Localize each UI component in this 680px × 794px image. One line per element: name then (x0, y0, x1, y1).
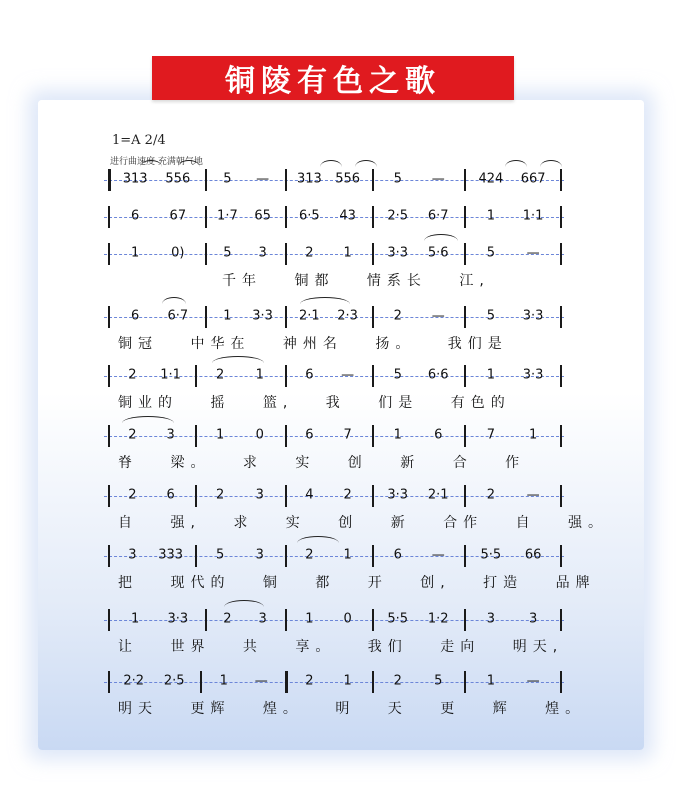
note: 6 (166, 487, 175, 503)
note: 2·1 (299, 308, 320, 324)
note: 7 (486, 427, 496, 443)
note: 1 (486, 673, 496, 689)
note: 3 (128, 547, 137, 563)
note: 1 (486, 208, 496, 224)
note: 2 (343, 487, 352, 503)
slur (505, 160, 527, 167)
note: 6 (393, 547, 402, 563)
note: 5 (223, 245, 232, 261)
note: 2 (216, 367, 225, 383)
note: 3·3 (387, 245, 409, 261)
note: 6·6 (427, 367, 449, 383)
note: 3 (258, 611, 267, 627)
lyric-line: 自 强, 求 实 创 新 合作 自 强。 (118, 515, 609, 531)
note: 1·1 (160, 367, 181, 383)
note: 2 (486, 487, 496, 503)
bar-line (108, 243, 110, 265)
slur (300, 297, 350, 304)
bar-line (560, 485, 562, 507)
note: 0 (343, 611, 352, 627)
note: 3·3 (387, 487, 409, 503)
note: 5 (223, 171, 232, 187)
note: 2·5 (387, 208, 409, 224)
note: 2·1 (427, 487, 449, 503)
title-banner (152, 56, 514, 100)
note: 2 (305, 547, 314, 563)
bar-line (372, 169, 374, 191)
note: 2 (305, 673, 314, 689)
note: 3·3 (167, 611, 189, 627)
bar-line (195, 365, 197, 387)
note: 2 (128, 427, 137, 443)
bar-line (464, 545, 466, 567)
bar-line (285, 609, 287, 631)
bar-line (195, 545, 197, 567)
note: — (526, 673, 540, 689)
bar-line (464, 365, 466, 387)
note: 2 (393, 308, 402, 324)
note: 1 (219, 673, 228, 689)
bar-line (560, 609, 562, 631)
note: 1·1 (522, 208, 544, 224)
note: 6 (305, 427, 314, 443)
bar-line (108, 545, 110, 567)
bar-line (285, 485, 287, 507)
bar-line (205, 609, 207, 631)
note: 5 (393, 171, 402, 187)
note: 1 (343, 547, 352, 563)
note: 3 (528, 611, 538, 627)
bar-line (560, 365, 562, 387)
bar-line (464, 425, 466, 447)
bar-line (285, 365, 287, 387)
note: 66 (524, 547, 542, 563)
note: 2 (128, 367, 137, 383)
slur (122, 416, 174, 423)
slur (355, 160, 377, 167)
note: 3·3 (522, 308, 544, 324)
note: 6·5 (299, 208, 320, 224)
note: 313 (122, 171, 148, 187)
slur (297, 536, 339, 543)
note: — (431, 171, 445, 187)
note: 1 (216, 427, 225, 443)
bar-line (108, 365, 110, 387)
note: 1 (223, 308, 232, 324)
bar-line (464, 485, 466, 507)
note: — (526, 245, 540, 261)
bar-line (560, 306, 562, 328)
note: 3 (258, 245, 267, 261)
slur (212, 356, 264, 363)
tempo-marking: 进行曲速度 充满朝气地 (110, 157, 203, 167)
note: 3 (486, 611, 496, 627)
note: 1 (305, 611, 314, 627)
slur (178, 160, 200, 167)
note: 5 (486, 308, 496, 324)
slur (320, 160, 342, 167)
bar-line (372, 485, 374, 507)
slur (162, 297, 186, 304)
note: 5 (216, 547, 225, 563)
note: 1 (343, 673, 352, 689)
note: 424 (478, 171, 504, 187)
note: 6 (434, 427, 443, 443)
bar-line (285, 671, 288, 693)
note: 2 (393, 673, 402, 689)
bar-line (372, 671, 374, 693)
note: 6·7 (167, 308, 189, 324)
bar-line (205, 243, 207, 265)
note: 1 (131, 611, 140, 627)
note: 667 (520, 171, 546, 187)
bar-line (372, 306, 374, 328)
bar-line (560, 671, 562, 693)
bar-line (560, 206, 562, 228)
note: 1 (255, 367, 264, 383)
note: 65 (254, 208, 271, 224)
note: — (254, 673, 268, 689)
bar-line (372, 243, 374, 265)
slur (424, 234, 458, 241)
note: 5·5 (387, 611, 409, 627)
bar-line (285, 206, 287, 228)
bar-line (108, 306, 110, 328)
note: 2 (216, 487, 225, 503)
bar-line (285, 243, 287, 265)
lyric-line: 让 世界 共 享。 我们 走向 明天, (118, 639, 564, 655)
note: 1 (486, 367, 496, 383)
note: 313 (296, 171, 322, 187)
note: 0) (171, 245, 185, 261)
note: 67 (169, 208, 187, 224)
bar-line (464, 609, 466, 631)
note: 1 (528, 427, 538, 443)
bar-line (285, 169, 287, 191)
bar-line (560, 425, 562, 447)
note: 2 (305, 245, 314, 261)
bar-line (372, 365, 374, 387)
note: 6 (305, 367, 314, 383)
note: 5 (393, 367, 402, 383)
lyric-line: 铜业的 摇 篮, 我 们是 有色的 (118, 395, 511, 411)
bar-line (205, 206, 207, 228)
lyric-line: 脊 梁。 求 实 创 新 合 作 (118, 455, 526, 471)
note: 1 (393, 427, 402, 443)
note: 4 (305, 487, 314, 503)
note: 1·2 (427, 611, 449, 627)
lyric-line: 铜冠 中华在 神州名 扬。 我们是 (118, 336, 508, 352)
note: — (431, 547, 445, 563)
note: 43 (339, 208, 356, 224)
bar-line (108, 609, 110, 631)
note: 1 (343, 245, 352, 261)
note: 2·3 (337, 308, 358, 324)
bar-line (205, 169, 207, 191)
bar-line (372, 609, 374, 631)
note: 333 (158, 547, 184, 563)
bar-line (560, 169, 562, 191)
note: — (526, 487, 540, 503)
note: 5 (434, 673, 443, 689)
note: 2·5 (163, 673, 185, 689)
note: 6 (131, 208, 140, 224)
bar-line (372, 545, 374, 567)
bar-line (372, 206, 374, 228)
note: 2 (223, 611, 232, 627)
note: — (341, 367, 355, 383)
bar-line (560, 545, 562, 567)
key-signature: 1=A 2/4 (112, 133, 166, 148)
bar-line (464, 169, 466, 191)
bar-line (372, 425, 374, 447)
bar-line (108, 206, 110, 228)
note: 3 (255, 547, 264, 563)
note: 5 (486, 245, 496, 261)
note: 0 (255, 427, 264, 443)
slur (140, 160, 162, 167)
note: 3 (255, 487, 264, 503)
note: 2 (128, 487, 137, 503)
bar-line (195, 425, 197, 447)
note: 6 (131, 308, 140, 324)
song-title: 铜陵有色之歌 (225, 64, 441, 99)
slur (224, 600, 264, 607)
bar-line (464, 243, 466, 265)
note: 1 (131, 245, 140, 261)
note: 3 (166, 427, 175, 443)
bar-line (200, 671, 202, 693)
bar-line (285, 306, 287, 328)
note: 556 (335, 171, 361, 187)
lyric-line: 明天 更辉 煌。 明 天 更 辉 煌。 (118, 701, 586, 717)
bar-line (108, 671, 110, 693)
note: 3·3 (522, 367, 544, 383)
bar-line (285, 545, 287, 567)
note: 3·3 (252, 308, 273, 324)
bar-line (195, 485, 197, 507)
lyric-line: 千年 铜都 情系长 江, (222, 273, 490, 289)
bar-line (464, 306, 466, 328)
bar-line (108, 169, 111, 191)
slur (540, 160, 562, 167)
note: 5·6 (427, 245, 449, 261)
lyric-line: 把 现代的 铜 都 开 创, 打造 品牌 (118, 575, 596, 591)
note: 5·5 (480, 547, 502, 563)
note: 556 (165, 171, 191, 187)
note: — (256, 171, 270, 187)
bar-line (464, 206, 466, 228)
note: 1·7 (217, 208, 238, 224)
bar-line (285, 425, 287, 447)
note: 2·2 (123, 673, 145, 689)
note: 6·7 (427, 208, 449, 224)
note: — (431, 308, 445, 324)
bar-line (464, 671, 466, 693)
bar-line (108, 425, 110, 447)
bar-line (560, 243, 562, 265)
note: 7 (343, 427, 352, 443)
bar-line (108, 485, 110, 507)
bar-line (205, 306, 207, 328)
